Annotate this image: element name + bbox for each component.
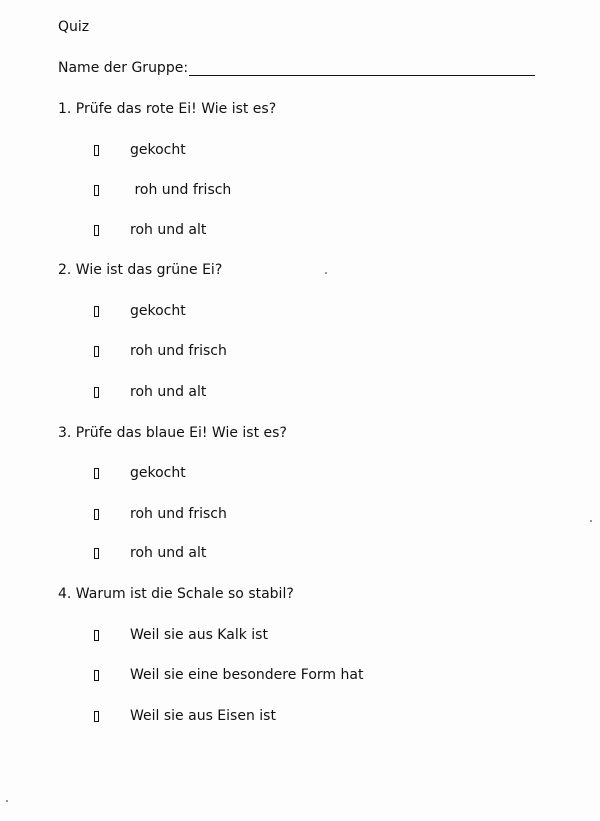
scan-speck [590, 520, 592, 522]
checkbox[interactable] [94, 346, 99, 357]
scan-speck [325, 272, 327, 274]
checkbox[interactable] [94, 387, 99, 398]
option-label: gekocht [130, 465, 186, 481]
option-label: roh und alt [130, 222, 207, 238]
group-name-line[interactable] [189, 61, 535, 76]
checkbox[interactable] [94, 185, 99, 196]
question-2: 2. Wie ist das grüne Ei? [58, 262, 223, 278]
question-1-option-1[interactable] [94, 142, 186, 158]
question-4-option-3[interactable] [94, 708, 276, 724]
option-label: Weil sie aus Kalk ist [130, 627, 268, 643]
checkbox[interactable] [94, 509, 99, 520]
option-label: roh und frisch [130, 343, 227, 359]
checkbox[interactable] [94, 670, 99, 681]
option-label: gekocht [130, 303, 186, 319]
checkbox[interactable] [94, 225, 99, 236]
question-4-option-1[interactable] [94, 627, 268, 643]
checkbox[interactable] [94, 468, 99, 479]
checkbox[interactable] [94, 306, 99, 317]
question-2-option-2[interactable] [94, 343, 227, 359]
option-label: roh und alt [130, 384, 207, 400]
question-2-option-1[interactable] [94, 303, 186, 319]
question-4: 4. Warum ist die Schale so stabil? [58, 586, 294, 602]
checkbox[interactable] [94, 548, 99, 559]
question-3-option-2[interactable] [94, 506, 227, 522]
scan-speck [6, 800, 8, 802]
question-4-option-2[interactable] [94, 667, 363, 683]
option-label: roh und frisch [130, 506, 227, 522]
checkbox[interactable] [94, 711, 99, 722]
option-label: roh und alt [130, 545, 207, 561]
option-label: Weil sie aus Eisen ist [130, 708, 276, 724]
question-3-option-3[interactable] [94, 545, 206, 561]
option-label: roh und frisch [130, 182, 232, 198]
group-name-label: Name der Gruppe: [58, 60, 189, 76]
question-1-option-3[interactable] [94, 222, 206, 238]
group-name-row [58, 60, 535, 76]
option-label: Weil sie eine besondere Form hat [130, 667, 364, 683]
question-3: 3. Prüfe das blaue Ei! Wie ist es? [58, 425, 287, 441]
checkbox[interactable] [94, 630, 99, 641]
checkbox[interactable] [94, 145, 99, 156]
option-label: gekocht [130, 142, 186, 158]
question-2-option-3[interactable] [94, 384, 206, 400]
question-1-option-2[interactable] [94, 182, 231, 198]
question-3-option-1[interactable] [94, 465, 186, 481]
page-title: Quiz [58, 19, 90, 35]
question-1: 1. Prüfe das rote Ei! Wie ist es? [58, 101, 277, 117]
